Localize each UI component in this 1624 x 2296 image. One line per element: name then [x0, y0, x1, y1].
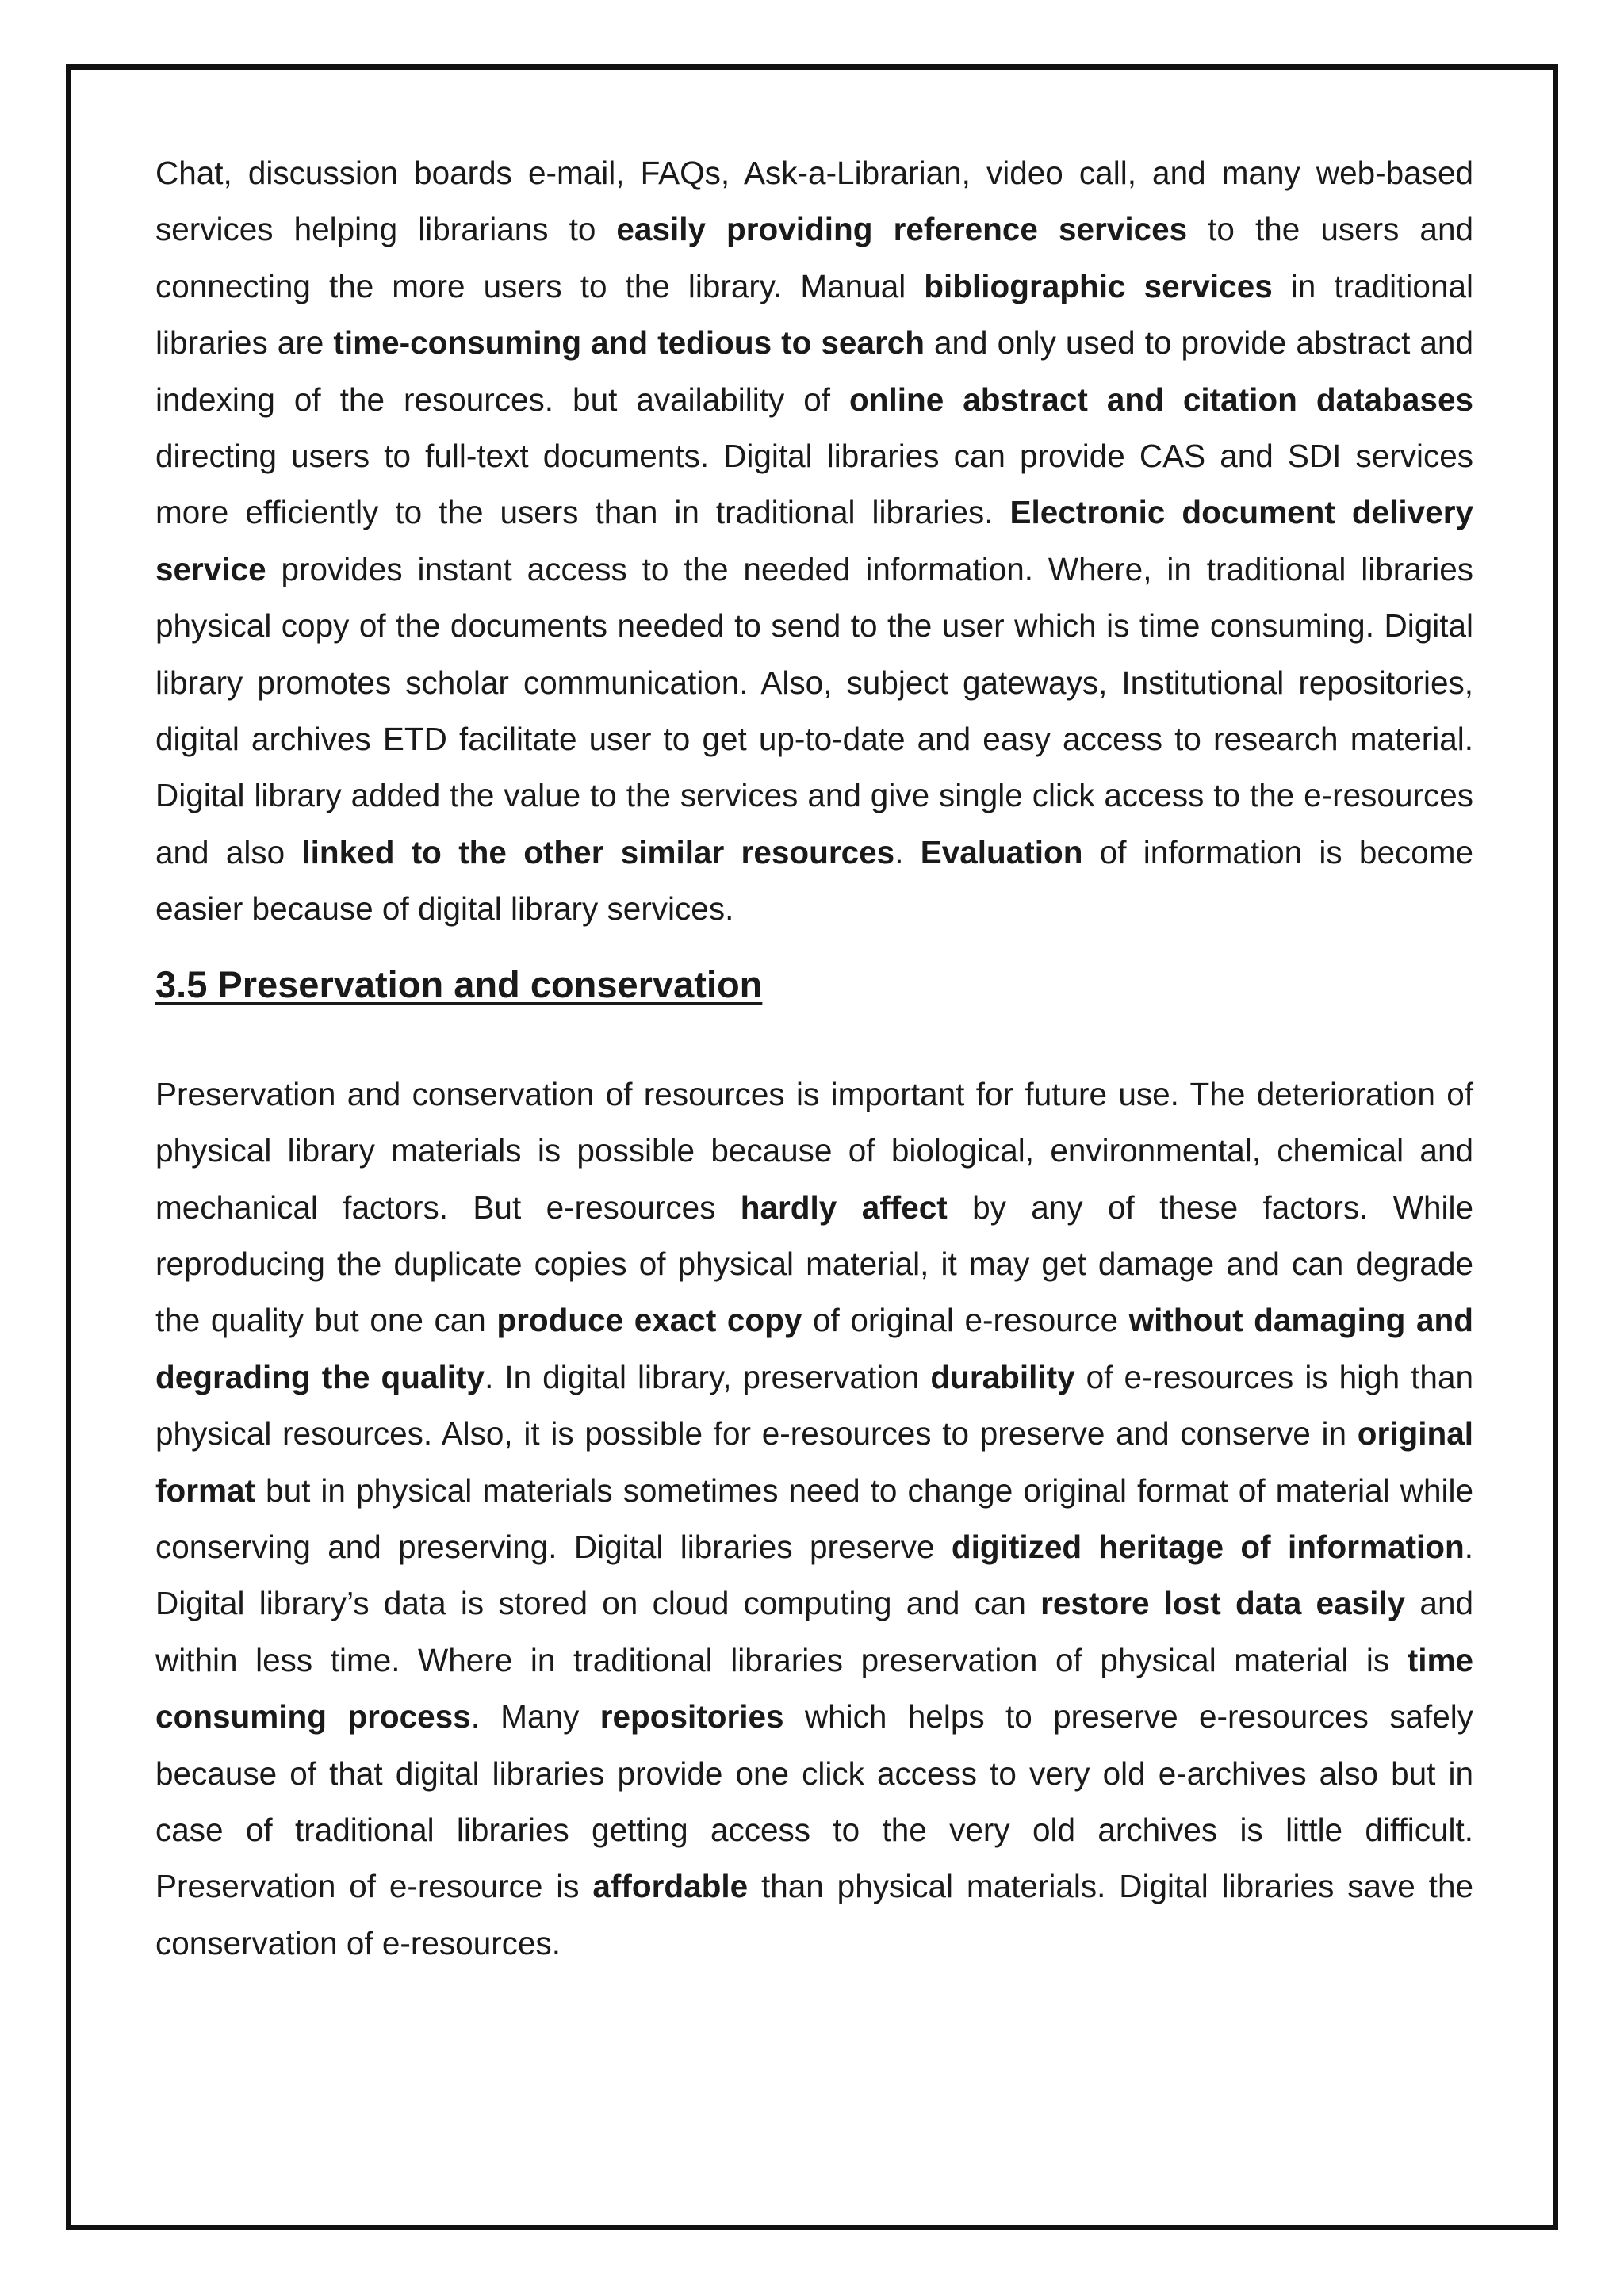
text-run: of e-resources is high than physical resources. Also, it is possible for e-resources to preserve and conserve in — [155, 1358, 1473, 1452]
bold-phrase: produce exact copy — [496, 1302, 802, 1339]
bold-phrase: affordable — [592, 1868, 749, 1905]
text-run: directing users to full-text documents. Digital libraries can provide CAS and SDI services more efficiently to the users than in traditional libraries. — [155, 438, 1473, 531]
text-run: . Many — [470, 1698, 600, 1735]
bold-phrase: linked to the other similar resources — [301, 833, 895, 871]
bold-phrase: time-consuming and tedious to search — [333, 324, 925, 362]
text-run: . In digital library, preservation — [485, 1358, 931, 1395]
text-run: . Digital library’s data is stored on cloud computing and can — [155, 1528, 1474, 1622]
bold-phrase: bibliographic services — [924, 267, 1273, 304]
text-run: by any of these factors. While reproducing the duplicate copies of physical material, it may get damage and can degrade the quality but one can — [155, 1188, 1473, 1339]
bold-phrase: Electronic document delivery service — [155, 494, 1473, 587]
bold-phrase: restore lost data easily — [1040, 1585, 1406, 1622]
text-run: . — [894, 833, 921, 871]
paragraph-preservation — [155, 1066, 1473, 1973]
bold-phrase: durability — [930, 1358, 1075, 1395]
paragraph-reference-services — [155, 145, 1473, 938]
bold-phrase: repositories — [599, 1698, 784, 1735]
bold-phrase: Evaluation — [920, 833, 1083, 871]
bold-phrase: original format — [155, 1415, 1473, 1509]
text-run: and only used to provide abstract and indexing of the resources. but availability of — [155, 324, 1473, 418]
bold-phrase: online abstract and citation databases — [849, 381, 1473, 418]
document-body — [155, 145, 1473, 1972]
text-run: and within less time. Where in traditional libraries preservation of physical material is — [155, 1585, 1473, 1678]
text-run: which helps to preserve e-resources safely because of that digital libraries provide one click access to very old e-archives also but in case of traditional libraries getting access to the very old archives is little difficult. Preservation of e-resource is — [155, 1698, 1473, 1905]
text-run: to the users and connecting the more users to the library. Manual — [155, 211, 1473, 304]
bold-phrase: digitized heritage of information — [951, 1528, 1465, 1565]
bold-phrase: easily providing reference services — [616, 211, 1188, 248]
bold-phrase: without damaging and degrading the quality — [155, 1302, 1473, 1395]
text-run: provides instant access to the needed information. Where, in traditional libraries physical copy of the documents needed to send to the user which is time consuming. Digital library promotes scholar communication. Also, subject gateways, Institutional repositories, digital archives ETD facilitate user to get up-to-date and easy access to research material. Digital library added the value to the services and give single click access to the e-resources and also — [155, 550, 1473, 871]
section-heading: 3.5 Preservation and conservation — [155, 962, 763, 1005]
text-run: but in physical materials sometimes need to change original format of material while conserving and preserving. Digital libraries preserve — [155, 1471, 1473, 1565]
text-run: of information is become easier because of digital library services. — [155, 833, 1474, 928]
text-run: than physical materials. Digital libraries save the conservation of e-resources. — [155, 1868, 1473, 1961]
text-run: Preservation and conservation of resources is important for future use. The deterioration of physical library materials is possible because of biological, environmental, chemical and mechanical factors. But e-resources — [155, 1075, 1473, 1226]
text-run: in traditional libraries are — [155, 267, 1473, 362]
bold-phrase: hardly affect — [740, 1188, 948, 1226]
text-run: Chat, discussion boards e-mail, FAQs, Ask-a-Librarian, video call, and many web-based services helping librarians to — [155, 155, 1473, 248]
text-run: of original e-resource — [802, 1302, 1129, 1339]
bold-phrase: time consuming process — [155, 1641, 1473, 1735]
